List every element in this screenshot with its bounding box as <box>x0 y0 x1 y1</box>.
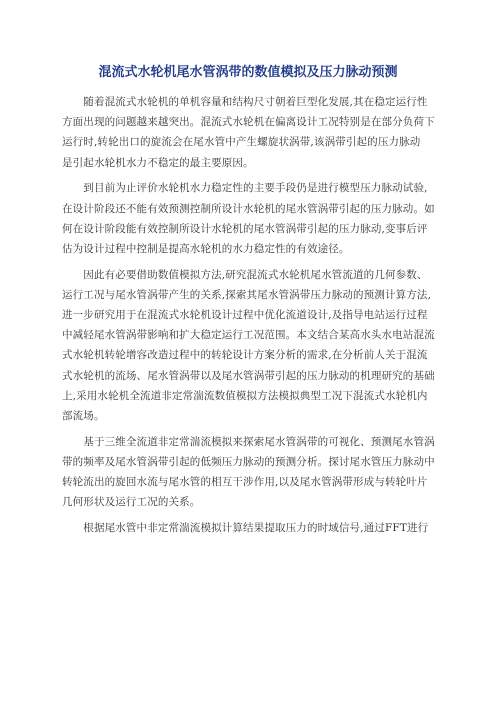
text-line: 式水轮机的流场、尾水管涡带以及尾水管涡带引起的压力脉动的机理研究的基础 <box>62 369 435 382</box>
text-line: 进一步研究用于在混流式水轮机设计过程中优化流道设计,及指导电站运行过程 <box>62 309 428 322</box>
text-line: 运行时,转轮出口的旋流会在尾水管中产生螺旋状涡带,该涡带引起的压力脉动 <box>62 136 421 149</box>
document-body <box>62 92 440 538</box>
text-line: 到目前为止评价水轮机水力稳定性的主要手段仍是进行模型压力脉动试验, <box>62 182 428 195</box>
text-line: 方面出现的问题越来越突出。混流式水轮机在偏离设计工况特别是在部分负荷下 <box>62 116 435 129</box>
text-line: 随着混流式水轮机的单机容量和结构尺寸朝着巨型化发展,其在稳定运行性 <box>62 96 428 108</box>
text-line: 部流场。 <box>62 410 105 423</box>
paragraph-2 <box>62 178 440 259</box>
text-line: 转轮流出的旋回水流与尾水管的相互干涉作用,以及尾水管涡带形成与转轮叶片 <box>62 476 428 489</box>
text-line: 带的频率及尾水管涡带引起的低频压力脉动的预测分析。探讨尾水管压力脉动中 <box>62 455 435 468</box>
paragraph-5 <box>62 518 440 538</box>
text-line: 几何形状及运行工况的关系。 <box>62 496 201 509</box>
text-line: 在设计阶段还不能有效预测控制所设计水轮机的尾水管涡带引起的压力脉动。如 <box>62 202 435 215</box>
text-line: 因此有必要借助数值模拟方法,研究混流式水轮机尾水管流道的几何参数、 <box>62 268 428 281</box>
paragraph-4 <box>62 432 440 513</box>
paragraph-3 <box>62 265 440 427</box>
text-line: 是引起水轮机水力不稳定的最主要原因。 <box>62 156 254 169</box>
text-line: 式水轮机转轮增容改造过程中的转轮设计方案分析的需求,在分析前人关于混流 <box>62 349 428 362</box>
paragraph-1 <box>62 92 440 173</box>
text-line: 估为设计过程中控制是提高水轮机的水力稳定性的有效途径。 <box>62 242 350 255</box>
text-line: 何在设计阶段能有效控制所设计水轮机的尾水管涡带引起的压力脉动,变事后评 <box>62 222 428 235</box>
text-line: 基于三维全流道非定常湍流模拟来探索尾水管涡带的可视化、预测尾水管涡 <box>62 435 435 448</box>
text-line: 中减轻尾水管涡带影响和扩大稳定运行工况范围。本文结合某高水头水电站混流 <box>62 329 435 342</box>
document-title: 混流式水轮机尾水管涡带的数值模拟及压力脉动预测 <box>98 65 398 80</box>
text-line: 根据尾水管中非定常湍流模拟计算结果提取压力的时域信号,通过FFT进行 <box>62 522 429 535</box>
text-line: 上,采用水轮机全流道非定常湍流数值模拟方法模拟典型工况下混流式水轮机内 <box>62 389 428 402</box>
text-line: 运行工况与尾水管涡带产生的关系,探索其尾水管涡带压力脉动的预测计算方法, <box>62 288 432 301</box>
